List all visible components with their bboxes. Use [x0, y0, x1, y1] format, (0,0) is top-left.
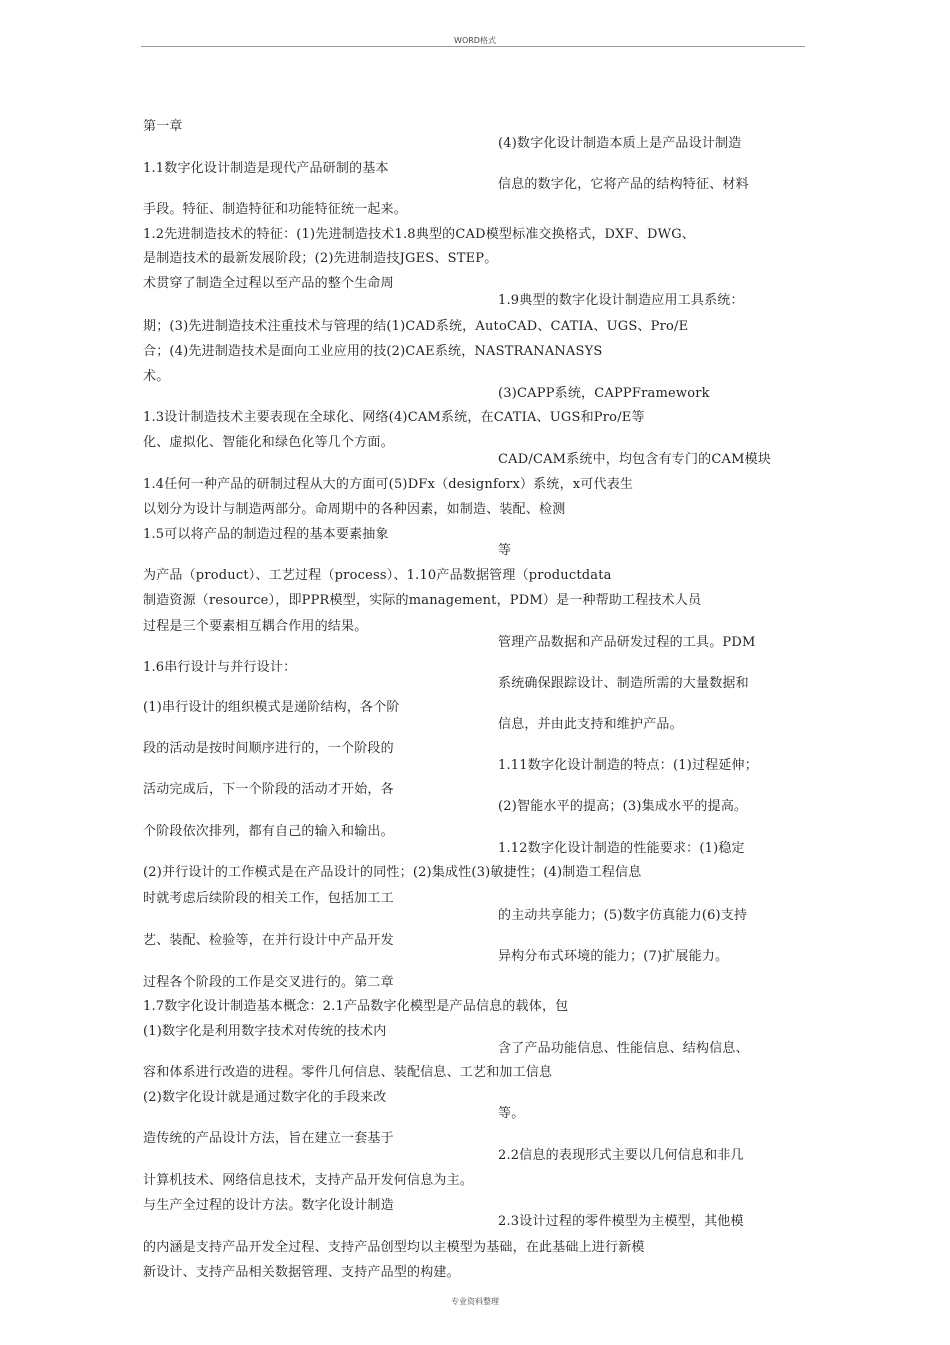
text-line: 1.5可以将产品的制造过程的基本要素抽象 — [143, 527, 389, 542]
text-line: 的主动共享能力；(5)数字仿真能力(6)支持 — [498, 908, 748, 923]
text-line: (1)串行设计的组织模式是递阶结构，各个阶 — [143, 700, 400, 715]
text-line: 等 — [498, 543, 512, 558]
text-line: 为产品（product）、工艺过程（process）、1.10产品数据管理（productdata — [143, 568, 612, 583]
text-line: 2.2信息的表现形式主要以几何信息和非几 — [498, 1148, 744, 1163]
text-line: 时就考虑后续阶段的相关工作，包括加工工 — [143, 891, 394, 906]
text-line: 异构分布式环境的能力；(7)扩展能力。 — [498, 949, 729, 964]
text-line: 管理产品数据和产品研发过程的工具。PDM — [498, 635, 756, 650]
text-line: 2.3设计过程的零件模型为主模型，其他模 — [498, 1214, 744, 1229]
text-line: (4)数字化设计制造本质上是产品设计制造 — [498, 136, 742, 151]
text-line: 合；(4)先进制造技术是面向工业应用的技(2)CAE系统，NASTRANANASYS — [143, 344, 603, 359]
text-line: 与生产全过程的设计方法。数字化设计制造 — [143, 1198, 394, 1213]
text-line: 的内涵是支持产品开发全过程、支持产品创型均以主模型为基础，在此基础上进行新模 — [143, 1240, 645, 1255]
text-line: 过程各个阶段的工作是交叉进行的。第二章 — [143, 975, 394, 990]
text-line: (2)数字化设计就是通过数字化的手段来改 — [143, 1090, 387, 1105]
text-line: 1.2先进制造技术的特征：(1)先进制造技术1.8典型的CAD模型标准交换格式，DXF、DWG、 — [143, 227, 695, 242]
text-line: 个阶段依次排列，都有自己的输入和输出。 — [143, 824, 394, 839]
text-line: 过程是三个要素相互耦合作用的结果。 — [143, 619, 368, 634]
text-line: 以划分为设计与制造两部分。命周期中的各种因素，如制造、装配、检测 — [143, 502, 566, 517]
text-line: 1.7数字化设计制造基本概念：2.1产品数字化模型是产品信息的载体，包 — [143, 999, 569, 1014]
text-line: 1.11数字化设计制造的特点：(1)过程延伸； — [498, 758, 758, 773]
text-line: 信息，并由此支持和维护产品。 — [498, 717, 683, 732]
text-line: 系统确保跟踪设计、制造所需的大量数据和 — [498, 676, 749, 691]
text-line: 含了产品功能信息、性能信息、结构信息、 — [498, 1041, 749, 1056]
text-line: (3)CAPP系统，CAPPFramework — [498, 386, 710, 401]
text-line: 第一章 — [143, 119, 183, 134]
page-footer: 专业资料整理 — [451, 1297, 499, 1306]
text-line: 化、虚拟化、智能化和绿色化等几个方面。 — [143, 435, 394, 450]
text-line: 1.12数字化设计制造的性能要求：(1)稳定 — [498, 841, 745, 856]
text-line: 1.4任何一种产品的研制过程从大的方面可(5)DFx（designforx）系统，x可代表生 — [143, 477, 634, 492]
text-line: 容和体系进行改造的进程。零件几何信息、装配信息、工艺和加工信息 — [143, 1065, 553, 1080]
text-line: 术贯穿了制造全过程以至产品的整个生命周 — [143, 276, 394, 291]
text-line: 段的活动是按时间顺序进行的，一个阶段的 — [143, 741, 394, 756]
text-line: 1.3设计制造技术主要表现在全球化、网络(4)CAM系统，在CATIA、UGS和Pro/E等 — [143, 410, 645, 425]
text-line: 等。 — [498, 1106, 525, 1121]
text-line: 造传统的产品设计方法，旨在建立一套基于 — [143, 1131, 394, 1146]
text-line: 是制造技术的最新发展阶段；(2)先进制造技JGES、STEP。 — [143, 251, 498, 266]
header-rule — [141, 46, 805, 47]
text-line: 手段。特征、制造特征和功能特征统一起来。 — [143, 202, 408, 217]
text-line: (2)智能水平的提高；(3)集成水平的提高。 — [498, 799, 748, 814]
text-line: 1.9典型的数字化设计制造应用工具系统： — [498, 293, 744, 308]
text-line: CAD/CAM系统中，均包含有专门的CAM模块 — [498, 452, 772, 467]
text-line: 计算机技术、网络信息技术，支持产品开发何信息为主。 — [143, 1173, 474, 1188]
text-line: 制造资源（resource），即PPR模型，实际的management，PDM）是一种帮助工程技术人员 — [143, 593, 702, 608]
page-header: WORD格式 — [454, 36, 496, 45]
text-line: 术。 — [143, 369, 170, 384]
text-line: (2)并行设计的工作模式是在产品设计的同性；(2)集成性(3)敏捷性；(4)制造工程信息 — [143, 865, 642, 880]
text-line: 新设计、支持产品相关数据管理、支持产品型的构建。 — [143, 1265, 460, 1280]
text-line: 1.1数字化设计制造是现代产品研制的基本 — [143, 161, 389, 176]
text-line: 1.6串行设计与并行设计： — [143, 660, 297, 675]
text-line: 活动完成后，下一个阶段的活动才开始，各 — [143, 782, 394, 797]
text-line: 艺、装配、检验等，在并行设计中产品开发 — [143, 933, 394, 948]
text-line: 信息的数字化，它将产品的结构特征、材料 — [498, 177, 749, 192]
text-line: 期；(3)先进制造技术注重技术与管理的结(1)CAD系统，AutoCAD、CATIA、UGS、Pro/E — [143, 319, 689, 334]
text-line: (1)数字化是利用数字技术对传统的技术内 — [143, 1024, 387, 1039]
